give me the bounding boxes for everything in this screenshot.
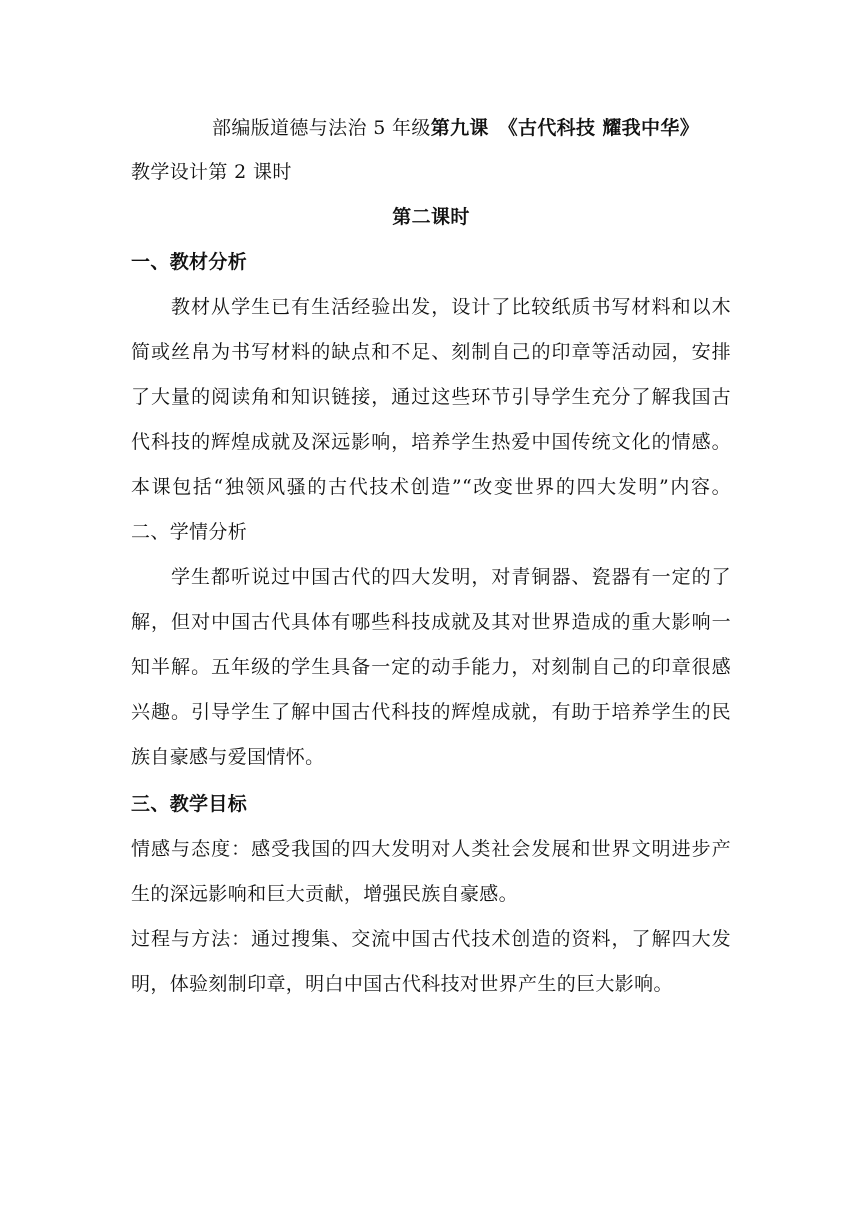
title-course-text: 部编版道德与法治 5 年级 [212, 117, 431, 139]
document-title-line-2: 教学设计第 2 课时 [131, 161, 292, 183]
section-heading-textbook-analysis: 一、教材分析 [131, 251, 248, 273]
teaching-goals-line-2: 生的深远影响和巨大贡献，增强民族自豪感。 [131, 883, 519, 905]
teaching-goals-line-1: 情感与态度：感受我国的四大发明对人类社会发展和世界文明进步产 [131, 838, 731, 860]
student-analysis-line-5: 族自豪感与爱国情怀。 [131, 746, 325, 768]
student-analysis-line-2: 解，但对中国古代具体有哪些科技成就及其对世界造成的重大影响一 [131, 611, 731, 633]
teaching-goals-line-4: 明，体验刻制印章，明白中国古代科技对世界产生的巨大影响。 [131, 973, 673, 995]
textbook-analysis-line-4: 代科技的辉煌成就及深远影响，培养学生热爱中国传统文化的情感。 [131, 431, 731, 453]
textbook-analysis-line-1: 教材从学生已有生活经验出发，设计了比较纸质书写材料和以木 [171, 296, 731, 318]
textbook-analysis-line-3: 了大量的阅读角和知识链接，通过这些环节引导学生充分了解我国古 [131, 386, 731, 408]
student-analysis-line-3: 知半解。五年级的学生具备一定的动手能力，对刻制自己的印章很感 [131, 656, 731, 678]
textbook-analysis-line-5: 本课包括“独领风骚的古代技术创造”“改变世界的四大发明”内容。 [131, 476, 731, 498]
teaching-goals-line-3: 过程与方法：通过搜集、交流中国古代技术创造的资料，了解四大发 [131, 928, 731, 950]
title-lesson-text: 第九课 《古代科技 耀我中华》 [430, 117, 700, 139]
lesson-heading: 第二课时 [392, 206, 470, 228]
document-title-line-1 [212, 110, 732, 146]
student-analysis-line-1: 学生都听说过中国古代的四大发明，对青铜器、瓷器有一定的了 [171, 566, 731, 588]
section-heading-student-analysis: 二、学情分析 [131, 521, 248, 543]
textbook-analysis-line-2: 简或丝帛为书写材料的缺点和不足、刻制自己的印章等活动园，安排 [131, 341, 731, 363]
student-analysis-line-4: 兴趣。引导学生了解中国古代科技的辉煌成就，有助于培养学生的民 [131, 701, 731, 723]
section-heading-teaching-goals: 三、教学目标 [131, 793, 248, 815]
